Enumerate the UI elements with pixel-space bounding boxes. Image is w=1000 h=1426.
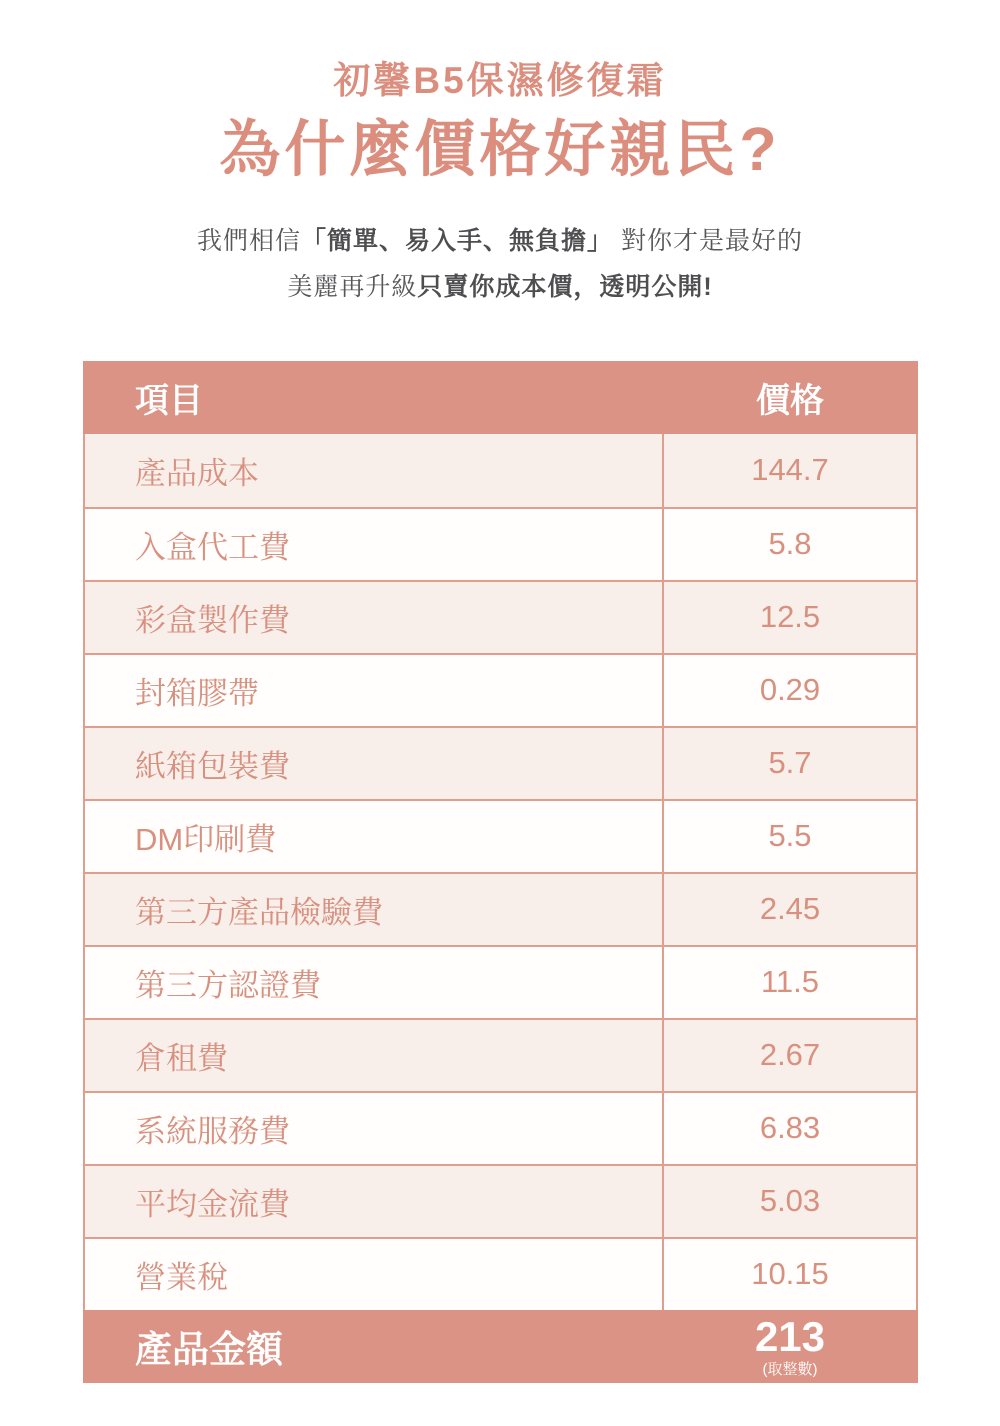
subtitle-1-pre: 我們相信 [197, 227, 302, 255]
item-cell: 彩盒製作費 [135, 602, 290, 638]
subtitle [0, 218, 1000, 311]
price-cell: 144.7 [662, 434, 916, 507]
item-cell: 平均金流費 [135, 1186, 290, 1222]
price-cell: 10.15 [662, 1239, 916, 1310]
table-body [83, 434, 918, 1310]
cost-table [83, 361, 918, 1383]
total-value: 213 [754, 1312, 826, 1360]
price-cell: 2.45 [662, 874, 916, 945]
table-row [85, 945, 916, 1018]
price-cell: 11.5 [662, 947, 916, 1018]
item-cell: 紙箱包裝費 [135, 748, 290, 784]
price-cell: 0.29 [662, 655, 916, 726]
header-item-label: 項目 [135, 381, 203, 420]
table-row [85, 1237, 916, 1310]
item-cell: 營業稅 [135, 1259, 228, 1295]
subtitle-2-bold: 只賣你成本價，透明公開! [417, 273, 713, 302]
header-price-label: 價格 [756, 381, 824, 420]
table-row [85, 1091, 916, 1164]
price-cell: 6.83 [662, 1093, 916, 1164]
price-cell: 2.67 [662, 1020, 916, 1091]
item-cell: 第三方產品檢驗費 [135, 894, 383, 930]
item-cell: 系統服務費 [135, 1113, 290, 1149]
item-cell: 入盒代工費 [135, 529, 290, 565]
table-row [85, 872, 916, 945]
page-title: 為什麼價格好親民? [219, 115, 781, 183]
table-row [85, 1018, 916, 1091]
product-name: 初馨B5保濕修復霜 [333, 60, 667, 101]
total-value-block [662, 1310, 918, 1383]
item-cell: 第三方認證費 [135, 967, 321, 1003]
subtitle-line-1 [0, 218, 1000, 264]
table-row [85, 507, 916, 580]
total-note: (取整數) [762, 1360, 818, 1378]
item-cell: 倉租費 [135, 1040, 228, 1076]
table-row [85, 434, 916, 507]
price-cell: 5.03 [662, 1166, 916, 1237]
table-row [85, 1164, 916, 1237]
table-row [85, 580, 916, 653]
price-cell: 12.5 [662, 582, 916, 653]
price-cell: 5.8 [662, 509, 916, 580]
total-label: 產品金額 [135, 1329, 283, 1370]
item-cell: 封箱膠帶 [135, 675, 259, 711]
price-cell: 5.5 [662, 801, 916, 872]
subtitle-1-post: 對你才是最好的 [613, 227, 803, 255]
table-row [85, 726, 916, 799]
price-cell: 5.7 [662, 728, 916, 799]
table-row [85, 799, 916, 872]
item-cell: DM印刷費 [135, 821, 277, 857]
table-footer [83, 1310, 918, 1383]
header-block [0, 0, 1000, 311]
subtitle-2-pre: 美麗再升級 [287, 273, 418, 302]
item-cell: 產品成本 [135, 455, 259, 491]
table-header [83, 361, 918, 434]
subtitle-line-2 [0, 264, 1000, 310]
table-row [85, 653, 916, 726]
subtitle-1-bold: 「簡單、易入手、無負擔」 [301, 227, 614, 255]
